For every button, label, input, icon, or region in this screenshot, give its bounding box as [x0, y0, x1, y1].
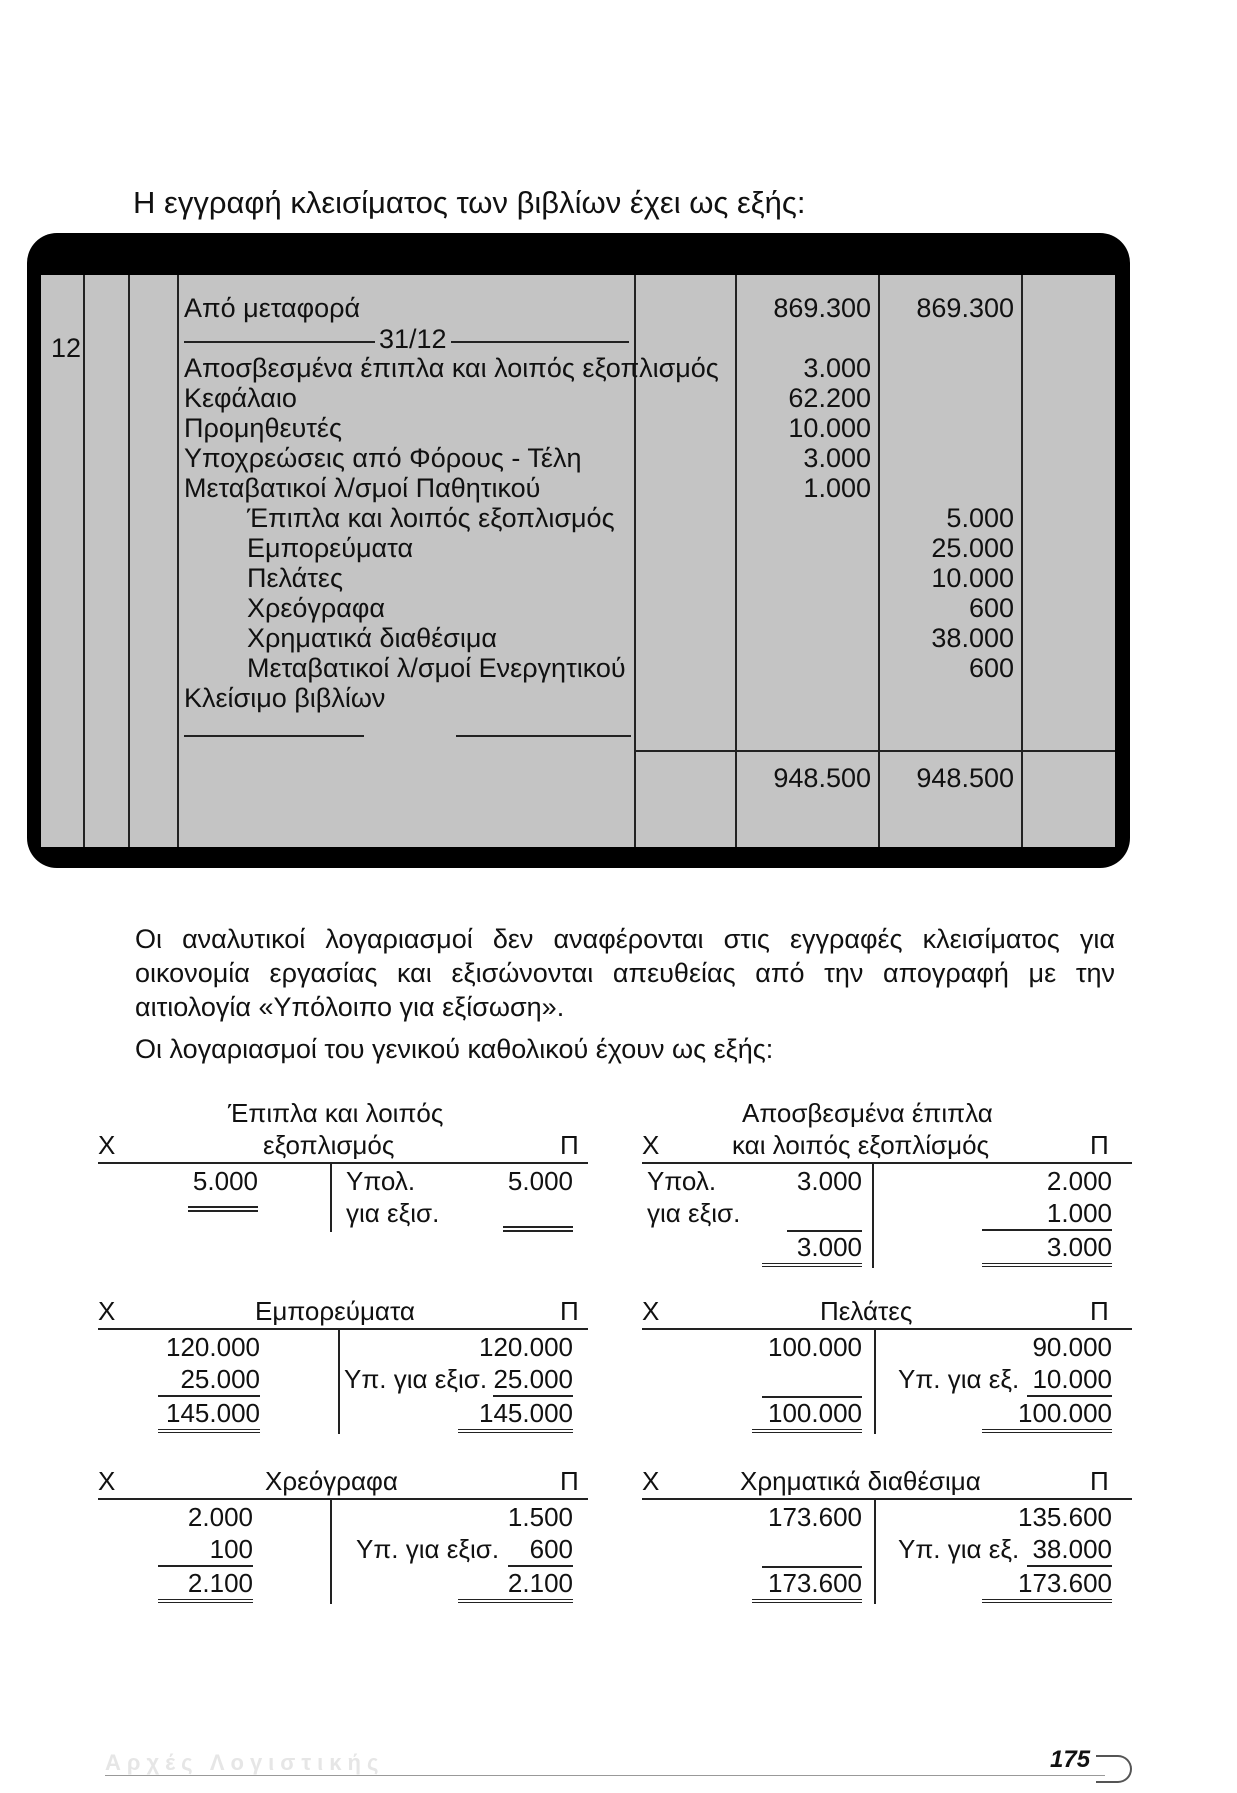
- total-debit: 948.500: [773, 763, 871, 793]
- credit-amount: 25.000: [493, 1364, 573, 1397]
- column-divider: [177, 275, 179, 847]
- t-account-middle-line: [330, 1498, 332, 1604]
- debit-amount: 100: [158, 1534, 253, 1567]
- account-title-line2: και λοιπός εξοπλίσμός: [732, 1130, 990, 1160]
- credit-side-label: Π: [1090, 1130, 1109, 1160]
- debit-amount: 173.600: [768, 1502, 862, 1532]
- journal-table: [41, 275, 1115, 847]
- debit-side-label: Χ: [642, 1130, 660, 1160]
- credit-label: Υπολ.: [346, 1166, 416, 1196]
- credit-amount: 2.000: [1046, 1166, 1112, 1196]
- column-divider: [1021, 275, 1023, 847]
- credit-label: Υπ. για εξισ.: [344, 1364, 488, 1394]
- debit-amount: 3.000: [803, 353, 871, 383]
- page-curl-icon: [1096, 1755, 1132, 1783]
- debit-amount: 1.000: [803, 473, 871, 503]
- credit-amount: 90.000: [1032, 1332, 1112, 1362]
- debit-amount: 2.000: [187, 1502, 253, 1532]
- t-account-top-line: [98, 1162, 588, 1164]
- page-number: 175: [1050, 1746, 1091, 1773]
- account-title: Αποσβεσμένα έπιπλα: [742, 1098, 993, 1128]
- debit-account: Αποσβεσμένα έπιπλα και λοιπός εξοπλισμός: [184, 353, 719, 383]
- t-account-top-line: [642, 1162, 1132, 1164]
- credit-total: 145.000: [458, 1398, 573, 1433]
- t-account-customers: [642, 1296, 1132, 1466]
- account-title: Χρηματικά διαθέσιμα: [740, 1466, 981, 1496]
- credit-total: 3.000: [982, 1232, 1112, 1267]
- t-account-top-line: [98, 1498, 588, 1500]
- t-account-furniture: [98, 1098, 588, 1268]
- credit-side-label: Π: [560, 1296, 579, 1326]
- debit-total: 145.000: [158, 1398, 260, 1433]
- t-account-middle-line: [874, 1328, 876, 1434]
- intro-text: Η εγγραφή κλεισίματος των βιβλίων έχει ως εξής:: [133, 185, 806, 220]
- debit-amount: 5.000: [192, 1166, 258, 1196]
- debit-amount: 3.000: [796, 1166, 862, 1196]
- totals-line: [635, 750, 1115, 752]
- account-title: Πελάτες: [820, 1296, 913, 1326]
- credit-side-label: Π: [560, 1130, 579, 1160]
- credit-amount: 600: [508, 1534, 573, 1567]
- debit-side-label: Χ: [642, 1466, 660, 1496]
- credit-amount: 1.000: [982, 1198, 1112, 1231]
- credit-amount: 38.000: [1027, 1534, 1112, 1567]
- credit-amount: 5.000: [946, 503, 1014, 533]
- debit-label: για εξισ.: [647, 1198, 741, 1228]
- entry-explanation: Κλείσιμο βιβλίων: [184, 683, 386, 713]
- debit-account: Προμηθευτές: [184, 413, 342, 443]
- debit-side-label: Χ: [98, 1296, 116, 1326]
- credit-account: Χρηματικά διαθέσιμα: [247, 623, 498, 653]
- credit-amount: 10.000: [931, 563, 1014, 593]
- t-account-middle-line: [872, 1162, 874, 1268]
- credit-amount: 120.000: [479, 1332, 573, 1362]
- credit-total: 173.600: [982, 1568, 1112, 1603]
- debit-amount: 25.000: [158, 1364, 260, 1397]
- closing-line-right: [456, 735, 631, 737]
- debit-amount: 3.000: [803, 443, 871, 473]
- journal-entry-box: [27, 233, 1130, 868]
- credit-amount: 135.600: [1018, 1502, 1112, 1532]
- t-account-top-line: [98, 1328, 588, 1330]
- debit-total: 2.100: [158, 1568, 253, 1603]
- debit-label: Υπολ.: [647, 1166, 717, 1196]
- from-transfer-label: Από μεταφορά: [184, 293, 361, 323]
- debit-amount: 62.200: [788, 383, 871, 413]
- credit-account: Μεταβατικοί λ/σμοί Ενεργητικού: [247, 653, 626, 683]
- t-account-top-line: [642, 1498, 1132, 1500]
- footer-line: [105, 1775, 1105, 1776]
- credit-amount: 5.000: [507, 1166, 573, 1196]
- credit-total: 100.000: [982, 1398, 1112, 1433]
- debit-account: Κεφάλαιο: [184, 383, 297, 413]
- column-divider: [878, 275, 880, 847]
- account-title: Έπιπλα και λοιπός: [228, 1098, 444, 1128]
- from-transfer-credit: 869.300: [916, 293, 1014, 323]
- row-number: 12: [51, 333, 82, 363]
- credit-amount: 600: [968, 653, 1014, 683]
- debit-amount: 100.000: [768, 1332, 862, 1362]
- debit-account: Υποχρεώσεις από Φόρους - Τέλη: [184, 443, 582, 473]
- t-account-depreciated-furniture: [642, 1098, 1132, 1268]
- credit-label: Υπ. για εξισ.: [356, 1534, 500, 1564]
- footer-watermark: Αρχές Λογιστικής: [105, 1750, 385, 1775]
- credit-amount: 1.500: [507, 1502, 573, 1532]
- debit-amount: 10.000: [788, 413, 871, 443]
- debit-side-label: Χ: [642, 1296, 660, 1326]
- t-account-top-line: [642, 1328, 1132, 1330]
- debit-amount: 120.000: [166, 1332, 260, 1362]
- t-account-middle-line: [874, 1498, 876, 1604]
- debit-side-label: Χ: [98, 1466, 116, 1496]
- credit-amount: 10.000: [1027, 1364, 1112, 1397]
- credit-account: Εμπορεύματα: [247, 533, 414, 563]
- credit-amount: 38.000: [931, 623, 1014, 653]
- faded-background-heading: [0, 30, 700, 110]
- account-title: Χρεόγραφα: [265, 1466, 398, 1496]
- credit-label: για εξισ.: [346, 1198, 440, 1228]
- t-account-middle-line: [330, 1162, 332, 1232]
- closing-line-left: [184, 735, 364, 737]
- debit-account: Μεταβατικοί λ/σμοί Παθητικού: [184, 473, 541, 503]
- debit-total: 3.000: [762, 1232, 862, 1267]
- credit-side-label: Π: [1090, 1296, 1109, 1326]
- account-title: Εμπορεύματα: [255, 1296, 415, 1326]
- explanation-paragraph: Οι αναλυτικοί λογαριασμοί δεν αναφέρονται στις εγγραφές κλεισίματος για οικονομία εργασίας και εξισώνονται απευθείας από την απογραφή με την αιτιολογία «Υπόλοιπο για εξίσωση».: [135, 924, 1115, 1022]
- column-divider: [128, 275, 130, 847]
- credit-side-label: Π: [1090, 1466, 1109, 1496]
- ledger-intro-paragraph: Οι λογαριασμοί του γενικού καθολικού έχουν ως εξής:: [135, 1034, 774, 1064]
- credit-side-label: Π: [560, 1466, 579, 1496]
- credit-account: Χρεόγραφα: [247, 593, 386, 623]
- debit-total: 100.000: [752, 1398, 862, 1433]
- credit-label: Υπ. για εξ.: [898, 1534, 1020, 1564]
- column-divider: [735, 275, 737, 847]
- double-underline: [503, 1226, 573, 1232]
- column-divider: [83, 275, 85, 847]
- credit-account: Έπιπλα και λοιπός εξοπλισμός: [247, 503, 615, 533]
- credit-amount: 600: [968, 593, 1014, 623]
- credit-amount: 25.000: [931, 533, 1014, 563]
- from-transfer-debit: 869.300: [773, 293, 871, 323]
- debit-total: 173.600: [752, 1568, 862, 1603]
- debit-side-label: Χ: [98, 1130, 116, 1160]
- total-credit: 948.500: [916, 763, 1014, 793]
- credit-total: 2.100: [458, 1568, 573, 1603]
- t-account-cash: [642, 1466, 1132, 1636]
- t-account-merchandise: [98, 1296, 588, 1466]
- account-title-line2: εξοπλισμός: [263, 1130, 395, 1160]
- double-underline: [188, 1206, 258, 1212]
- entry-date: 31/12: [375, 324, 451, 355]
- t-account-middle-line: [338, 1328, 340, 1434]
- credit-label: Υπ. για εξ.: [898, 1364, 1020, 1394]
- t-account-securities: [98, 1466, 588, 1636]
- credit-account: Πελάτες: [247, 563, 343, 593]
